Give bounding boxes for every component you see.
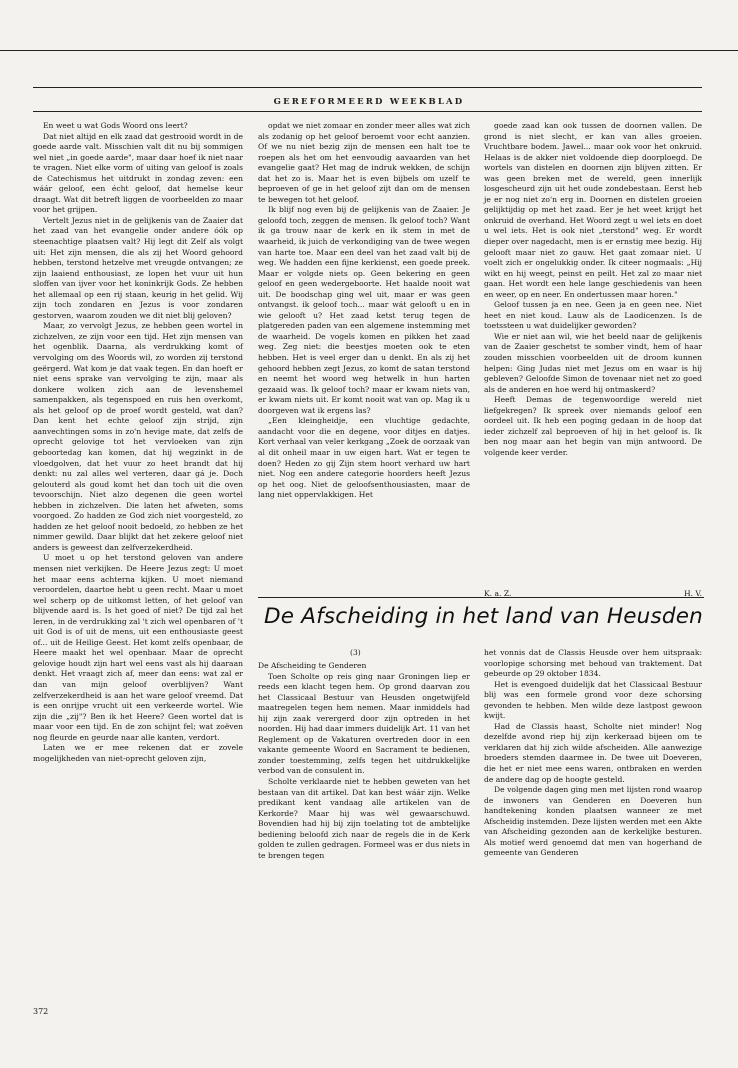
- section-headline-box: [258, 597, 704, 630]
- paragraph: Vertelt Jezus niet in de gelijkenis van de Zaaier dat het zaad van het evangelie onder andere óók op steenachtige plaatsen valt? Hij legt dit Zelf als volgt uit: Het zijn mensen, die als zij het Woord gehoord hebben, terstond hetzelve met vreugde ontvangen; ze zijn laaiend enthousiast, ze lopen het vuur uit hun sloffen van ijver voor het koninkrijk Gods. Ze hebben het allemaal op een rij staan, keurig in het gelid. Wij zijn toch zondaren en Jezus is voor zondaren gestorven, waarom zouden we dit niet blij geloven?: [33, 215, 243, 320]
- paragraph: En weet u wat Gods Woord ons leert?: [43, 121, 188, 130]
- paragraph: goede zaad kan ook tussen de doornen vallen. De grond is niet slecht, er kan van alles groeien. Vruchtbare bodem. Jawel... maar ook voor het onkruid. Helaas is de akker niet voldoende diep doorploegd. De wortels van distelen en doornen zijn blijven zitten. Er was geen breken met de wereld, geen innerlijk losgescheurd zijn uit het oude zondebestaan. Eerst heb je er nog niet zo'n erg in. Doornen en distelen groeien gelijktijdig op met het zaad. Eer je het weet krijgt het onkruid de overhand. Het Woord zegt u wel iets en doet u wel iets. Het is ook niet „terstond" weg. Er wordt dieper over nagedacht, men is er ernstig mee bezig. Hij gelooft maar niet zo gauw. Het gaat zomaar niet. U voelt zich er ongelukkig onder. Ik citeer nogmaals: „Hij wikt en hij weegt, peinst en peilt. Het zal zo maar niet gaan. Het wordt een hele lange geschiedenis van heen en weer, op en neer. En ondertussen maar horen.": [484, 121, 702, 299]
- paragraph: Maar, zo vervolgt Jezus, ze hebben geen wortel in zichzelven, ze zijn voor een tijd. Het zijn mensen van het ogenblik. Daarna, als verdrukking komt of vervolging om des Woords wil, zo worden zij terstond geërgerd. Wat kom je dat vaak tegen. En dan hoeft er niet eens sprake van vervolging te zijn, maar als donkere wolken zich aan de levenshemel samenpakken, als tegenspoed en ruis hen overkomt, als het geloof op de proef wordt gesteld, wat dan? Dan kent het echte geloof zijn strijd, zijn aanvechtingen soms in zo'n hevige mate, dat zelfs de oprecht gelovige tot het vervloeken van zijn geboortedag kan komen, dat hij wegzinkt in de vloedgolven, dat het vuur zo heet brandt dat hij denkt: nu zal alles wel verteren, daar gá je. Doch gelouterd als goud komt het dan toch uit die oven tevoorschijn. Niet alzo degenen die geen wortel hebben in zichzelven. Die laten het afweten, soms voorgoed. Zo hadden ze God zich niet voorgesteld, zo hadden ze het geloof nooit bedoeld, zo hebben ze het nimmer gewild. Daar blijkt dat het zekere geloof niet anders is geweest dan zelfverzekerdheid.: [33, 321, 243, 552]
- paragraph: Had de Classis haast, Scholte niet minder! Nog dezelfde avond riep hij zijn kerkeraad bijeen om te verklaren dat hij zich wilde afscheiden. Alle aanwezige broeders stemden daarmee in. De twee uit Doeveren, die het er niet mee eens waren, ontbraken en werden de andere dag op de hoogte gesteld.: [484, 721, 702, 784]
- paragraph: U moet u op het terstond geloven van andere mensen niet verkijken. De Heere Jezus zegt: U moet het maar eens achterna kijken. U moet niemand veroordelen, daartoe hebt u geen recht. Maar u moet wel scherp op de uitkomst letten, of het geloof van blijvende aard is. Is het goed of niet? De tijd zal het leren, in de verdrukking zal 't zich wel openbaren of 't uit God is of uit de mens, uit een enthousiaste geest of... uit de Heilige Geest. Het komt zelfs openbaar, de Heere maakt het wel openbaar. Maar de oprecht gelovige houdt zijn hart wel eens vast als hij daaraan denkt. Het vraagt zich af, meer dan eens: wat zal er dan van mijn geloof overblijven? Want zelfverzekerdheid is aan het ware geloof vreemd. Dat is een onrijpe vrucht uit een verkeerde wortel. Wie zijn die „zij"? Ben ik het Heere? Geen wortel dat is maar voor een tijd. En de zon schijnt fel; wat zoëven nog fleurde en geurde naar alle kanten, verdort.: [33, 553, 243, 742]
- paragraph: Wie er niet aan wil, wie het beeld naar de gelijkenis van de Zaaier geschetst te somber vindt, hem of haar zouden misschien voorbeelden uit de droom kunnen helpen: Ging Judas niet met Jezus om en waar is hij gebleven? Geloofde Simon de tovenaar niet net zo goed als de anderen en hoe werd hij ontmaskerd?: [484, 331, 702, 394]
- paragraph: het vonnis dat de Classis Heusde over hem uitspraak: voorlopige schorsing met behoud van traktement. Dat gebeurde op 29 oktober 1834.: [484, 648, 702, 679]
- paragraph: opdat we niet zomaar en zonder meer alles wat zich als zodanig op het geloof beroemt voor echt aanzien. Of we nu niet bezig zijn de mensen een halt toe te roepen als het om het eenvoudig aavaarden van het evangelie gaat? Het mag de indruk wekken, de schijn dat het zo is. Maar het is even bijbels om uzelf te beproeven of ge in het geloof zijt dan om de mensen te bewegen tot het geloof.: [258, 121, 470, 204]
- section-number: (3): [350, 648, 361, 657]
- paragraph: Ik blijf nog even bij de gelijkenis van de Zaaier. Je geloofd toch, zeggen de mensen. Ik geloof toch? Want ik ga trouw naar de kerk en ik stem in met de waarheid, ik juich de verkondiging van de twee wegen van harte toe. Maar een deel van het zaad valt bij de weg. We hadden een fijne kerkienst, een goede preek. Maar er volgde niets op. Geen bekering en geen geloof en geen wedergeboorte. Het haalde nooit wat uit. De boodschap ging wel uit, maar er was geen ontvangst. ik geloof toch... maar wát gelooft u en in wie gelooft u? Het zaad ketst terug tegen de platgereden paden van een algemene instemming met de waarheid. De vogels komen en pikken het zaad weg. Zeg niet: die beestjes moeten ook te eten hebben. Het is veel erger dan u denkt. En als zij het gehoord hebben zegt Jezus, zo komt de satan terstond en neemt het woord weg hetwelk in hun harten gezaaid was. Ik geloof toch? maar er kwam niets van, er kwam niets uit. Er komt nooit wat van op. Mag ik u doorgeven wat ik ergens las?: [258, 205, 470, 415]
- paragraph: Heeft Demas de tegenwoordige wereld niet liefgekregen? Ik spreek over niemands geloof een oordeel uit. Ik heb een poging gedaan in de hoop dat ieder zichzelf zal beproeven of hij in het geloof is. Ik ben nog maar aan het begin van mijn antwoord. De volgende keer verder.: [484, 395, 702, 457]
- paragraph: Laten we er mee rekenen dat er zovele mogelijkheden van niet-oprecht geloven zijn,: [33, 743, 243, 763]
- signature-right: H. V.: [683, 589, 702, 598]
- page-number: 372: [33, 1007, 49, 1016]
- paragraph: Toen Scholte op reis ging naar Groningen liep er reeds een klacht tegen hem. Op grond daarvan zou het Classicaal Bestuur van Heusden ongetwijfeld maatregelen tegen hem nemen. Maar inmiddels had hij zijn zaak verergerd door zijn optreden in het noorden. Hij had daar immers duidelijk Art. 11 van het Reglement op de Vakaturen overtreden door in een vakante gemeente Woord en Sacrament te bedienen, zonder toestemming, zelfs tegen het uitdrukkelijke verbod van de consulent in.: [258, 671, 470, 776]
- lower-column-3: [484, 648, 702, 859]
- signature-left: K. a. Z.: [484, 589, 512, 598]
- section-headline: De Afscheiding in het land van Heusden: [264, 604, 703, 629]
- subheading: De Afscheiding te Genderen: [258, 661, 367, 670]
- lower-column-2: [258, 661, 470, 861]
- paragraph: Het is evengoed duidelijk dat het Classicaal Bestuur blij was een formele grond voor deze schorsing gevonden te hebben. Men wilde deze lastpost gewoon kwijt.: [484, 679, 702, 721]
- masthead-rule-bottom: [33, 111, 702, 112]
- paragraph: Dat niet altijd en elk zaad dat gestrooid wordt in de goede aarde valt. Misschien valt dit nu bij sommigen wel niet „in goede aarde", maar daar hoef ik niet naar te vragen. Niet elke vorm of uiting van geloof is zoals de Catechismus het uitdrukt in zondag zeven: een wáár geloof, een écht geloof, dat hemelse keur draagt. Wat dit betreft liggen de voorbeelden zo maar voor het grijpen.: [33, 131, 243, 215]
- article-column-2: [258, 121, 470, 501]
- masthead-rule-top: [33, 87, 702, 88]
- top-rule: [0, 50, 738, 51]
- paragraph: Geloof tussen ja en nee. Geen ja en geen nee. Niet heet en niet koud. Lauw als de Laodicenzen. Is de toetssteen u wat duidelijker geworden?: [484, 300, 702, 331]
- masthead: GEREFORMEERD WEEKBLAD: [273, 97, 465, 107]
- paragraph: Scholte verklaarde niet te hebben geweten van het bestaan van dit artikel. Dat kan best wáár zijn. Welke predikant kent vandaag alle artikelen van de Kerkorde? Maar hij was wèl gewaarschuwd. Bovendien had hij bij zijn toelating tot de ambtelijke bediening beloofd zich naar de regels die in de Kerk golden te zullen gedragen. Formeel was er dus niets in te brengen tegen: [258, 777, 470, 860]
- paragraph: „Een kleingheidje, een vluchtige gedachte, aandacht voor die en degene, voor ditjes en datjes. Kort verhaal van veler kerkgang „Zoek de oorzaak van al dit onheil maar in uw eigen hart. Wat er tegen te doen? Heden zo gij Zijn stem hoort verhard uw hart niet. Nog een andere categorie hoorders heeft Jezus op het oog. Niet de geloofsenthousiasten, maar de lang niet oppervlakkigen. Het: [258, 416, 470, 500]
- article-column-3: [484, 121, 702, 459]
- article-column-1: [33, 121, 243, 764]
- paragraph: De volgende dagen ging men met lijsten rond waarop de inwoners van Genderen en Doeveren hun handtekening konden plaatsen wanneer ze met Afscheidig instemden. Deze lijsten werden met een Akte van Afscheiding gezonden aan de kerkelijke besturen. Als motief werd genoemd dat men van hogerhand de gemeente van Genderen: [484, 785, 702, 858]
